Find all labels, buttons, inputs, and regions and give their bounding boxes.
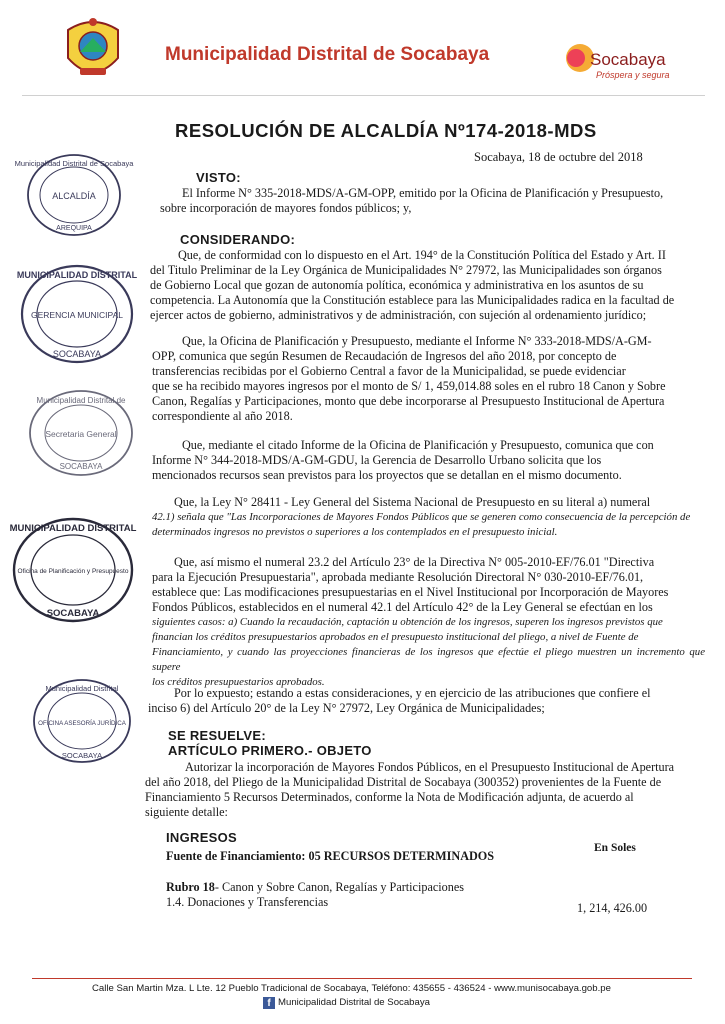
amount-value: 1, 214, 426.00 — [577, 901, 648, 915]
stamp-bottom-text: SOCABAYA — [52, 349, 102, 359]
municipality-title: Municipalidad Distrital de Socabaya — [165, 44, 490, 65]
considerando-paragraph-1 — [150, 248, 705, 323]
para-line: Que, la Ley N° 28411 - Ley General del Sistema Nacional de Presupuesto en su literal a) numeral — [174, 495, 651, 509]
para-line: para la Ejecución Presupuestaria", aprobada mediante Resolución Directoral N° 030-2010-EF/76.01, — [152, 570, 644, 584]
para-line: Por lo expuesto; estando a estas consideraciones, y en ejercicio de las atribuciones que confiere el — [174, 686, 651, 700]
articulo-primero-paragraph — [145, 760, 705, 820]
stamp-center-text: GERENCIA MUNICIPAL — [31, 310, 123, 320]
para-line: del Titulo Preliminar de la Ley Orgánica de Municipalidades N° 27972, las Municipalidades son órganos — [150, 263, 662, 277]
para-line: Que, mediante el citado Informe de la Oficina de Planificación y Presupuesto, comunica que con — [182, 438, 654, 452]
brand-tagline: Próspera y segura — [596, 70, 670, 80]
footer-facebook-link[interactable]: Municipalidad Distrital de Socabaya — [278, 997, 430, 1008]
para-line: Informe N° 344-2018-MDS/A-GM-GDU, la Gerencia de Desarrollo Urbano solicita que los — [152, 453, 602, 467]
fuente-financiamiento: Fuente de Financiamiento: 05 RECURSOS DETERMINADOS — [166, 849, 495, 863]
para-line: 42.1) señala que "Las Incorporaciones de Mayores Fondos Públicos que se generen como consecuencia de la percepción de — [152, 511, 691, 523]
donaciones-line: 1.4. Donaciones y Transferencias — [166, 895, 329, 909]
para-line: Canon, Regalías y Participaciones, monto que debe incorporarse al Presupuesto Institucional de Apertura — [152, 394, 665, 408]
secretaria-general-seal-stamp — [26, 387, 136, 479]
para-line: OPP, comunica que según Resumen de Recaudación de Ingresos del año 2018, por concepto de — [152, 349, 617, 363]
para-line: Que, así mismo el numeral 23.2 del Artículo 23° de la Directiva N° 005-2010-EF/76.01 "Directiva — [174, 555, 655, 569]
para-line: Fondos Públicos, establecidos en el numeral 42.1 del Artículo 42° de la Ley General se efectúan en los — [152, 600, 653, 614]
resolution-date: Socabaya, 18 de octubre del 2018 — [474, 150, 643, 164]
stamp-top-text: Municipalidad Distrital de — [36, 396, 126, 405]
para-line: ejercer actos de gobierno, administrativos y de administración, con sujeción al ordenamiento jurídico; — [150, 308, 647, 322]
stamp-bottom-text: SOCABAYA — [61, 751, 103, 760]
planificacion-presupuesto-seal-stamp — [10, 515, 136, 625]
para-line: transferencias recibidas por el Gobierno Central a favor de la Municipalidad, se puede evidenciar — [152, 364, 626, 378]
brand-name: Socabaya — [590, 50, 666, 69]
stamp-bottom-text: SOCABAYA — [46, 608, 100, 619]
stamp-bottom-text: SOCABAYA — [59, 462, 103, 471]
header-divider — [22, 95, 705, 96]
para-line: financian los créditos presupuestarios aprobados en el presupuesto institucional del pliego, a nivel de Fuente de — [152, 631, 639, 643]
stamp-center-text: Secretaria General — [45, 429, 117, 439]
para-line: inciso 6) del Artículo 20° de la Ley N° 27972, Ley Orgánica de Municipalidades; — [148, 701, 545, 715]
para-line: Que, la Oficina de Planificación y Presupuesto, mediante el Informe N° 333-2018-MDS/A-GM- — [182, 334, 652, 348]
considerando-paragraph-5 — [152, 555, 705, 690]
visto-line: sobre incorporación de mayores fondos públicos; y, — [160, 201, 412, 215]
para-line: siguiente detalle: — [145, 805, 228, 819]
ingresos-heading: INGRESOS — [166, 830, 238, 845]
stamp-bottom-text: AREQUIPA — [56, 225, 92, 232]
municipal-crest-logo — [60, 14, 126, 84]
asesoria-juridica-seal-stamp — [30, 676, 134, 766]
resolution-title: RESOLUCIÓN DE ALCALDÍA Nº174-2018-MDS — [175, 120, 597, 141]
se-resuelve-heading: SE RESUELVE: — [168, 728, 266, 743]
considerando-paragraph-6 — [148, 686, 705, 716]
en-soles-label: En Soles — [594, 842, 636, 854]
para-line: Financiamiento 5 Recursos Determinados, conforme la Nota de Modificación adjunta, de acuerdo al — [145, 790, 634, 804]
stamp-center-text: OFICINA ASESORÍA JURÍDICA — [38, 720, 126, 727]
para-line: siguientes casos: a) Cuando la recaudación, captación u obtención de los ingresos, superen los ingresos previstos que — [152, 616, 663, 628]
considerando-paragraph-4 — [152, 495, 705, 540]
facebook-icon[interactable]: f — [263, 997, 275, 1009]
visto-line: El Informe N° 335-2018-MDS/A-GM-OPP, emitido por la Oficina de Planificación y Presupuesto, — [182, 186, 664, 200]
para-line: determinados ingresos no previstos o superiores a los contemplados en el presupuesto inicial. — [152, 526, 558, 538]
para-line: Autorizar la incorporación de Mayores Fondos Públicos, en el Presupuesto Institucional de Apertura — [185, 760, 675, 774]
para-line: los créditos presupuestarios aprobados. — [152, 676, 325, 688]
articulo-primero-heading: ARTÍCULO PRIMERO.- OBJETO — [168, 743, 372, 758]
stamp-top-text: Municipalidad Distrital — [45, 684, 119, 693]
stamp-top-text: MUNICIPALIDAD DISTRITAL — [16, 270, 138, 280]
rubro-code: Rubro 18 — [166, 880, 215, 894]
para-line: Que, de conformidad con lo dispuesto en el Art. 194° de la Constitución Política del Estado y Art. II — [178, 248, 666, 262]
rubro-line — [166, 880, 464, 895]
visto-paragraph — [160, 186, 705, 216]
para-line: de Gobierno Local que gozan de autonomía política, económica y administrativa en los asuntos de su — [150, 278, 644, 292]
alcaldia-seal-stamp — [14, 152, 134, 238]
para-line: que se ha recibido mayores ingresos por el monto de S/ 1, 459,014.88 soles en el rubro 18 Canon y Sobre — [152, 379, 666, 393]
stamp-top-text: Municipalidad Distrital de Socabaya — [14, 159, 134, 168]
para-line: establece que: Las modificaciones presupuestarias en el Nivel Institucional por Incorporación de Mayores — [152, 585, 669, 599]
considerando-heading: CONSIDERANDO: — [180, 232, 296, 247]
stamp-center-text: Oficina de Planificación y Presupuesto — [17, 568, 129, 575]
para-line: mencionados recursos sean previstos para los proyectos que se detallan en el mismo documento. — [152, 468, 622, 482]
footer-address: Calle San Martin Mza. L Lte. 12 Pueblo Tradicional de Socabaya, Teléfono: 435655 - 436524 - www.munisocabaya.gob.pe — [92, 983, 611, 994]
para-line: correspondiente al año 2018. — [152, 409, 293, 423]
visto-heading: VISTO: — [196, 170, 241, 185]
considerando-paragraph-2 — [152, 334, 705, 424]
para-line: Financiamiento, y cuando las proyecciones financieras de los ingresos que efectúe el pliego muestren un incremento que supere — [152, 646, 705, 673]
stamp-center-text: ALCALDÍA — [52, 191, 96, 201]
para-line: del año 2018, del Pliego de la Municipalidad Distrital de Socabaya (300352) provenientes de la Fuente de — [145, 775, 662, 789]
stamp-top-text: MUNICIPALIDAD DISTRITAL — [9, 523, 137, 534]
considerando-paragraph-3 — [152, 438, 705, 483]
para-line: competencia. La Autonomía que la Constitución establece para las Municipalidades radica en la facultad de — [150, 293, 675, 307]
footer-divider — [32, 978, 692, 979]
gerencia-municipal-seal-stamp — [18, 262, 136, 366]
rubro-description: - Canon y Sobre Canon, Regalías y Participaciones — [214, 880, 464, 894]
